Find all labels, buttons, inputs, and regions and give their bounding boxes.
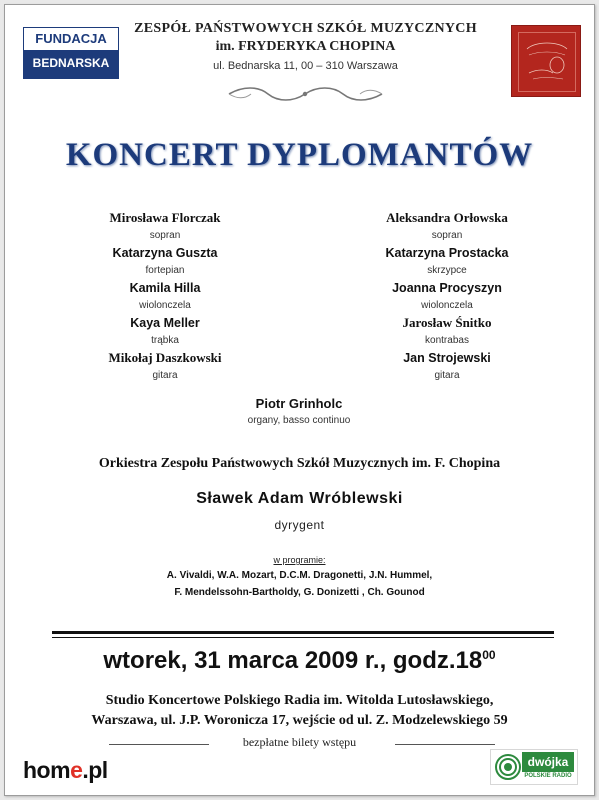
venue-line2: Warszawa, ul. J.P. Woronicza 17, wejście od ul. Z. Modzelewskiego 59 <box>91 713 508 728</box>
dwojka-swirl-icon <box>494 753 522 781</box>
free-tickets-note: bezpłatne bilety wstępu <box>242 735 357 749</box>
performer-instrument: skrzypce <box>427 265 467 276</box>
fundacja-logo-line1: FUNDACJA <box>35 31 107 46</box>
fundacja-bednarska-logo <box>23 27 119 79</box>
performer-name: Kamila Hilla <box>129 281 201 295</box>
performers-left-column <box>60 209 270 384</box>
chopin-school-seal-icon <box>511 25 581 97</box>
performer-name: Mirosława Florczak <box>109 210 221 225</box>
dwojka-polskie-radio-logo <box>490 749 578 785</box>
concert-time-minutes: 00 <box>482 648 496 662</box>
performer-name: Jarosław Śnitko <box>402 315 492 330</box>
performer-instrument: sopran <box>431 230 463 241</box>
performer-instrument: fortepian <box>145 265 185 276</box>
performer-instrument: trąbka <box>151 335 179 346</box>
performers-right-column <box>342 209 552 384</box>
seal-portrait-icon <box>519 33 575 91</box>
school-address: ul. Bednarska 11, 00 – 310 Warszawa <box>213 60 398 72</box>
program-label: w programie: <box>273 555 326 565</box>
performer-name: Katarzyna Prostacka <box>385 246 509 260</box>
divider-thick <box>52 631 554 634</box>
featured-performer-instrument: organy, basso continuo <box>247 415 351 426</box>
featured-performer <box>199 395 399 429</box>
performer-instrument: wiolonczela <box>421 300 473 311</box>
school-patron: im. FRYDERYKA CHOPINA <box>215 39 396 54</box>
performer-name: Katarzyna Guszta <box>112 246 218 260</box>
featured-performer-name: Piotr Grinholc <box>255 396 343 411</box>
ornament-flourish-icon <box>223 85 388 103</box>
dwojka-wordmark: dwójka <box>522 752 574 772</box>
concert-title: KONCERT DYPLOMANTÓW <box>65 137 534 173</box>
conductor-role: dyrygent <box>274 518 325 532</box>
school-name: ZESPÓŁ PAŃSTWOWYCH SZKÓŁ MUZYCZNYCH <box>134 21 477 36</box>
program-composers-line1: A. Vivaldi, W.A. Mozart, D.C.M. Dragonetti, J.N. Hummel, <box>166 570 433 581</box>
performer-name: Mikołaj Daszkowski <box>108 350 222 365</box>
concert-poster <box>4 4 595 796</box>
orchestra-name: Orkiestra Zespołu Państwowych Szkół Muzycznych im. F. Chopina <box>98 456 501 471</box>
program-composers-line2: F. Mendelssohn-Bartholdy, G. Donizetti , Ch. Gounod <box>174 587 425 598</box>
tickets-divider-right <box>395 744 495 745</box>
performer-name: Kaya Meller <box>130 316 200 330</box>
performer-name: Aleksandra Orłowska <box>386 210 508 225</box>
performer-name: Joanna Procyszyn <box>392 281 502 295</box>
performer-instrument: gitara <box>152 370 178 381</box>
polskie-radio-caption: POLSKIE RADIO <box>524 773 572 779</box>
performer-name: Jan Strojewski <box>403 351 491 365</box>
performer-instrument: wiolonczela <box>139 300 191 311</box>
school-header <box>133 21 478 72</box>
performer-instrument: gitara <box>434 370 460 381</box>
concert-date-text: wtorek, 31 marca 2009 r., godz.18 <box>103 647 483 674</box>
venue-line1: Studio Koncertowe Polskiego Radia im. Witolda Lutosławskiego, <box>105 693 494 708</box>
performer-instrument: kontrabas <box>425 335 469 346</box>
performer-instrument: sopran <box>149 230 181 241</box>
home-pl-logo: home.pl <box>23 757 108 783</box>
conductor-name: Sławek Adam Wróblewski <box>196 490 403 507</box>
divider-thin <box>52 637 554 638</box>
fundacja-logo-line2: BEDNARSKA <box>32 56 110 70</box>
concert-date <box>5 647 594 675</box>
